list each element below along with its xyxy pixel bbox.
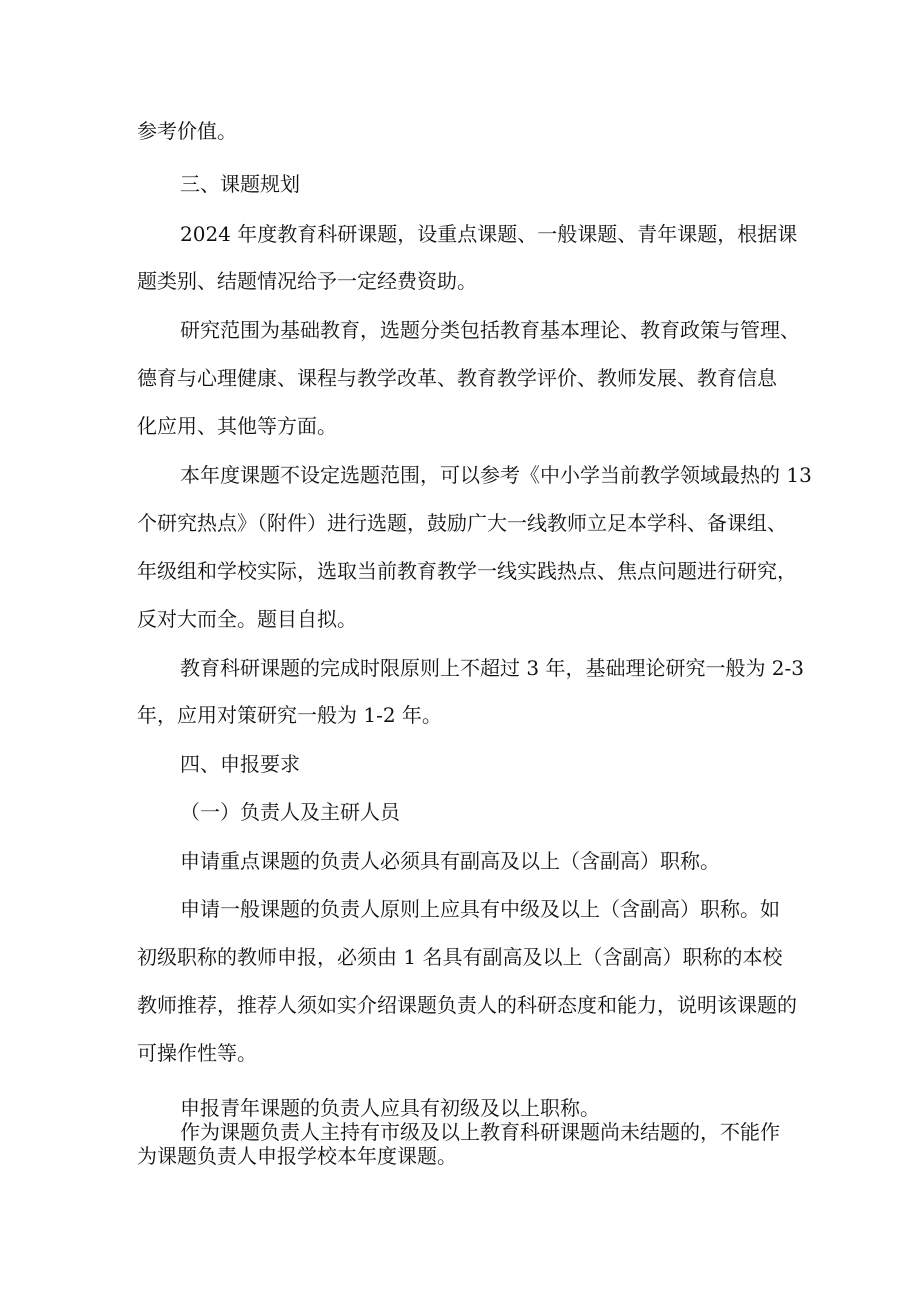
text-line: 2024 年度教育科研课题，设重点课题、一般课题、青年课题，根据课 — [180, 222, 798, 246]
subsection-heading: （一）负责人及主研人员 — [180, 800, 400, 824]
text-line: 可操作性等。 — [137, 1041, 257, 1065]
text-line: 反对大而全。题目自拟。 — [137, 607, 357, 631]
text-line: 题类别、结题情况给予一定经费资助。 — [137, 269, 477, 293]
text-line: 教育科研课题的完成时限原则上不超过 3 年，基础理论研究一般为 2-3 — [180, 656, 805, 680]
text-line: 申请一般课题的负责人原则上应具有中级及以上（含副高）职称。如 — [180, 897, 780, 921]
text-line: 德育与心理健康、课程与教学改革、教育教学评价、教师发展、教育信息 — [137, 366, 777, 390]
text-line: 申请重点课题的负责人必须具有副高及以上（含副高）职称。 — [180, 849, 720, 873]
text-line: 作为课题负责人主持有市级及以上教育科研课题尚未结题的，不能作 — [180, 1120, 780, 1144]
text-line: 教师推荐，推荐人须如实介绍课题负责人的科研态度和能力，说明该课题的 — [137, 993, 797, 1017]
text-line: 参考价值。 — [137, 119, 237, 143]
text-line: 研究范围为基础教育，选题分类包括教育基本理论、教育政策与管理、 — [180, 318, 800, 342]
text-line: 本年度课题不设定选题范围，可以参考《中小学当前教学领域最热的 13 — [180, 463, 812, 487]
text-line: 初级职称的教师申报，必须由 1 名具有副高及以上（含副高）职称的本校 — [137, 945, 783, 969]
text-line: 年，应用对策研究一般为 1-2 年。 — [137, 703, 442, 727]
text-line: 化应用、其他等方面。 — [137, 414, 337, 438]
text-line: 申报青年课题的负责人应具有初级及以上职称。 — [180, 1096, 600, 1120]
text-line: 为课题负责人申报学校本年度课题。 — [137, 1144, 457, 1168]
section-heading: 四、申报要求 — [180, 752, 300, 776]
text-line: 个研究热点》（附件）进行选题，鼓励广大一线教师立足本学科、备课组、 — [137, 511, 787, 535]
text-line: 年级组和学校实际，选取当前教育教学一线实践热点、焦点问题进行研究， — [137, 559, 797, 583]
section-heading: 三、课题规划 — [180, 172, 300, 196]
